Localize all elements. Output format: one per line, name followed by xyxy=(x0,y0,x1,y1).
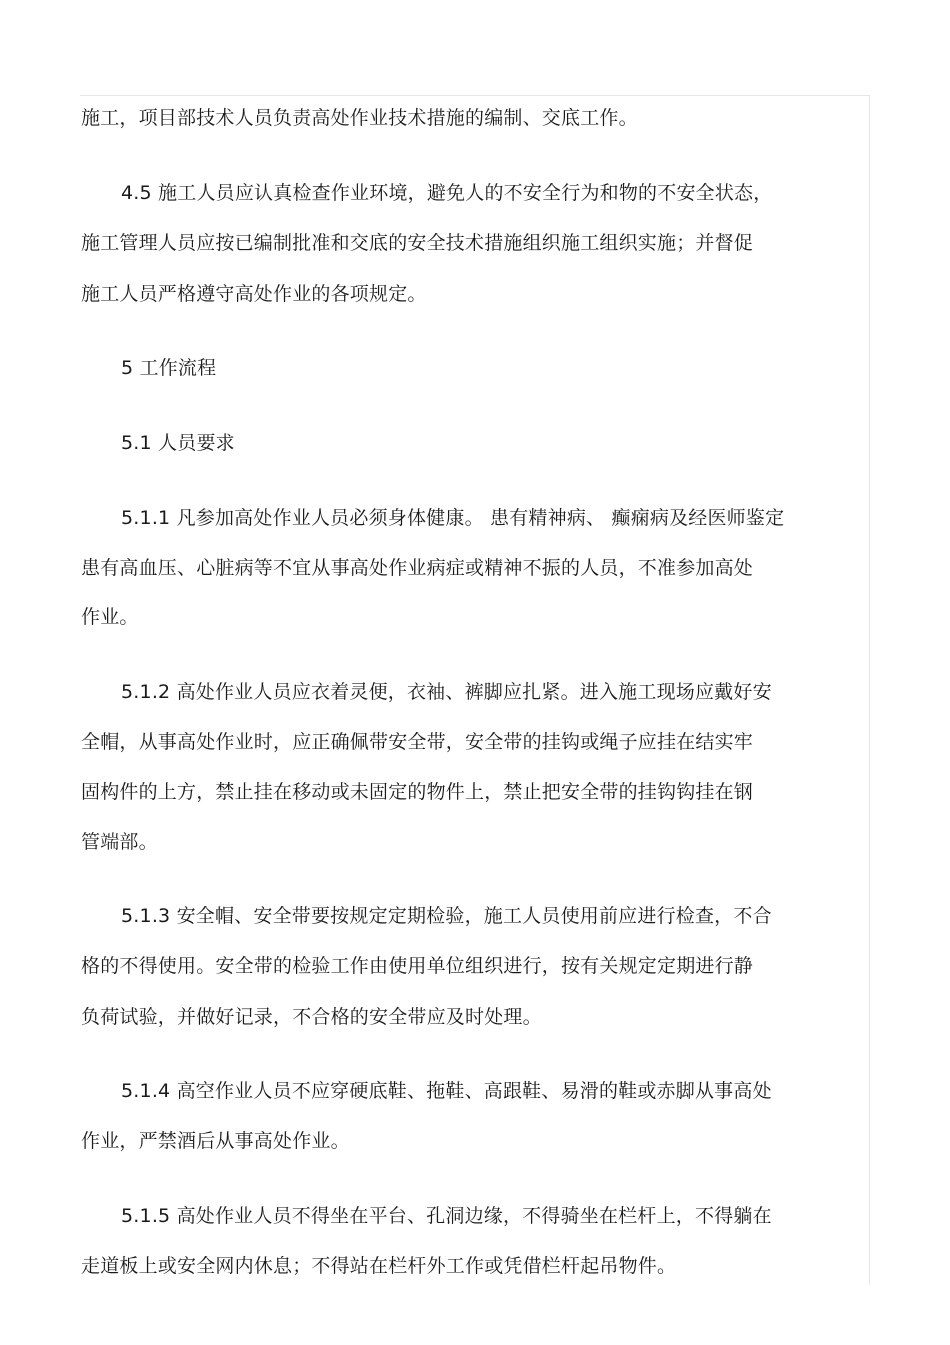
text-line: 5.1.2 高处作业人员应衣着灵便，衣袖、裤脚应扎紧。进入施工现场应戴好安 xyxy=(121,681,772,703)
text-line: 患有高血压、心脏病等不宜从事高处作业病症或精神不振的人员，不准参加高处 xyxy=(81,557,754,579)
text-line: 走道板上或安全网内休息；不得站在栏杆外工作或凭借栏杆起吊物件。 xyxy=(81,1255,677,1277)
text-line: 全帽，从事高处作业时，应正确佩带安全带，安全带的挂钩或绳子应挂在结实牢 xyxy=(81,731,754,753)
text-line: 负荷试验，并做好记录，不合格的安全带应及时处理。 xyxy=(81,1006,542,1028)
section-heading: 5 工作流程 xyxy=(121,357,217,379)
page-border-right xyxy=(869,95,870,1285)
text-line: 施工人员严格遵守高处作业的各项规定。 xyxy=(81,283,427,305)
text-line: 格的不得使用。安全带的检验工作由使用单位组织进行，按有关规定定期进行静 xyxy=(81,955,754,977)
text-line: 5.1.4 高空作业人员不应穿硬底鞋、拖鞋、高跟鞋、易滑的鞋或赤脚从事高处 xyxy=(121,1080,772,1102)
text-line: 5.1.1 凡参加高处作业人员必须身体健康。 患有精神病、 癫痫病及经医师鉴定 xyxy=(121,507,785,529)
text-line: 5.1.5 高处作业人员不得坐在平台、孔洞边缘，不得骑坐在栏杆上，不得躺在 xyxy=(121,1205,772,1227)
text-line: 固构件的上方，禁止挂在移动或未固定的物件上，禁止把安全带的挂钩钩挂在钢 xyxy=(81,781,754,803)
page-border-top xyxy=(80,95,870,96)
subsection-heading: 5.1 人员要求 xyxy=(121,432,235,454)
text-line: 作业，严禁酒后从事高处作业。 xyxy=(81,1130,350,1152)
text-line: 作业。 xyxy=(81,606,139,628)
text-line: 4.5 施工人员应认真检查作业环境，避免人的不安全行为和物的不安全状态， xyxy=(121,182,773,204)
text-line: 施工管理人员应按已编制批准和交底的安全技术措施组织施工组织实施；并督促 xyxy=(81,232,754,254)
text-line: 5.1.3 安全帽、安全带要按规定定期检验，施工人员使用前应进行检查，不合 xyxy=(121,905,772,927)
text-line: 施工，项目部技术人员负责高处作业技术措施的编制、交底工作。 xyxy=(81,107,638,129)
text-line: 管端部。 xyxy=(81,831,158,853)
